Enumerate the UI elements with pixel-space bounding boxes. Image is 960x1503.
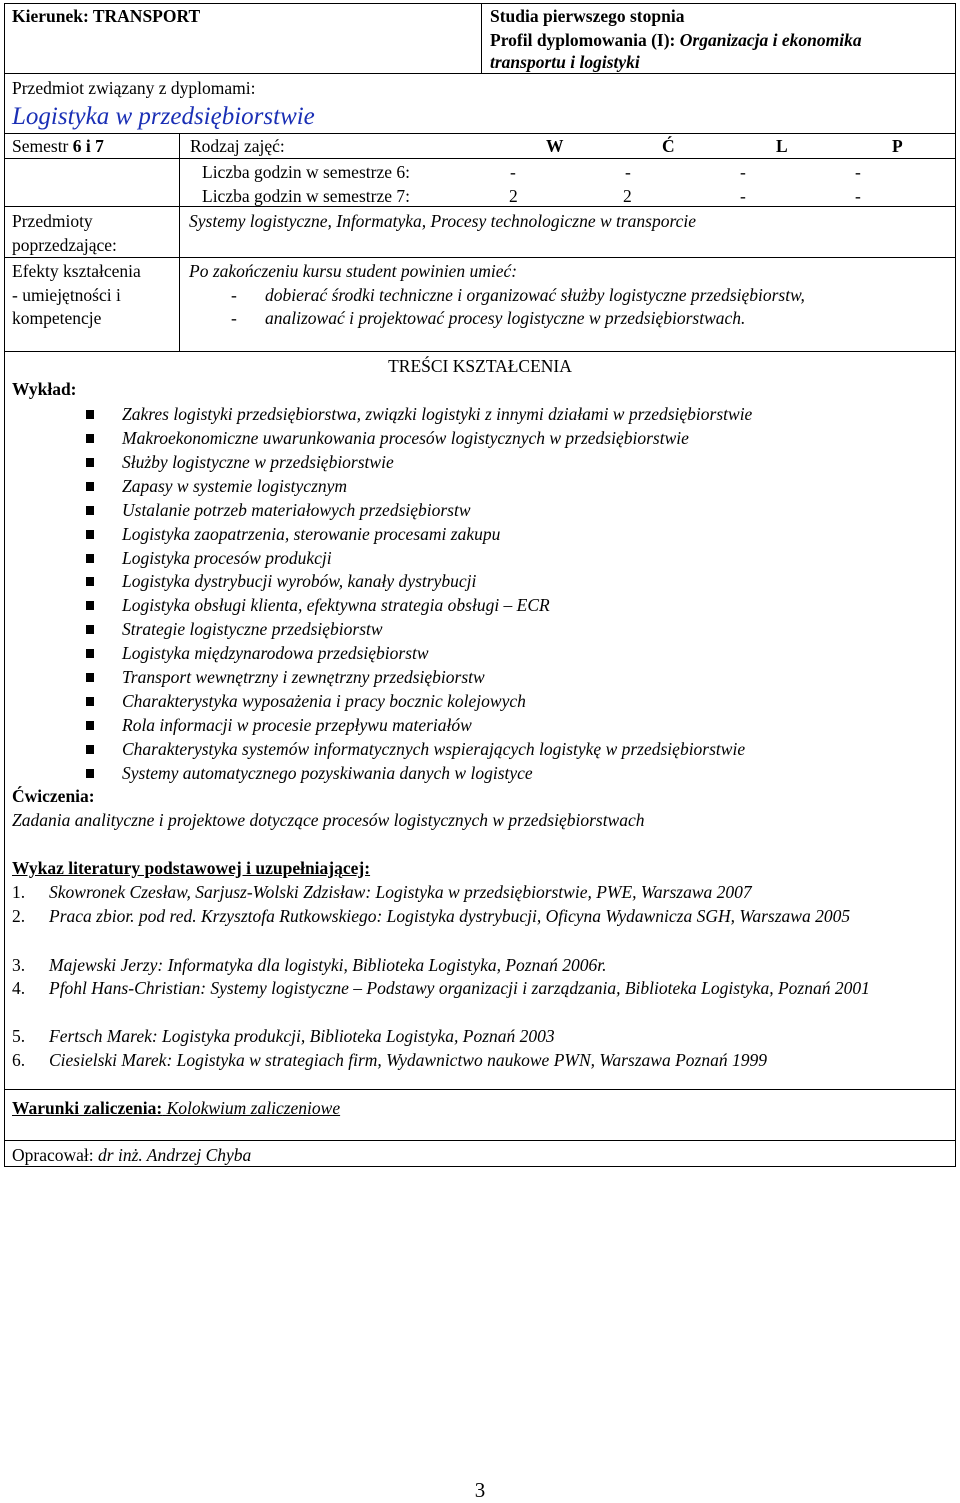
lecture-topic: Rola informacji w procesie przepływu materiałów — [122, 715, 472, 735]
square-bullet-icon — [86, 649, 94, 658]
outcome-dash: - — [231, 285, 237, 305]
square-bullet-icon — [86, 697, 94, 706]
author-line — [12, 1144, 251, 1166]
profile-label: Profil dyplomowania (I): — [490, 30, 680, 50]
literature-text: Ciesielski Marek: Logistyka w strategiach firm, Wydawnictwo naukowe PWN, Warszawa Poznań 1999 — [49, 1050, 767, 1070]
lecture-topic: Zakres logistyki przedsiębiorstwa, związki logistyki z innymi działami w przedsiębiorstwie — [122, 404, 753, 424]
exercises-label: Ćwiczenia: — [12, 786, 95, 806]
prereq-label-1: Przedmioty — [12, 211, 93, 231]
divider — [4, 73, 956, 74]
lecture-topic: Makroekonomiczne uwarunkowania procesów logistycznych w przedsiębiorstwie — [122, 428, 689, 448]
divider — [4, 133, 956, 134]
subject-title: Logistyka w przedsiębiorstwie — [12, 103, 315, 130]
page-number: 3 — [474, 1478, 486, 1502]
outcomes-label-2: - umiejętności i — [12, 285, 121, 305]
literature-heading: Wykaz literatury podstawowej i uzupełniającej: — [12, 858, 371, 878]
lecture-topic: Systemy automatycznego pozyskiwania danych w logistyce — [122, 763, 533, 783]
passing-value: Kolokwium zaliczeniowe — [162, 1098, 341, 1118]
literature-item — [12, 976, 944, 1000]
square-bullet-icon — [86, 673, 94, 682]
hours-sem6-w: - — [510, 162, 516, 182]
passing-line — [12, 1097, 340, 1119]
col-header-c: Ć — [662, 136, 675, 156]
literature-number: 1. — [12, 882, 26, 902]
literature-item — [12, 953, 944, 977]
square-bullet-icon — [86, 434, 94, 443]
literature-text: Fertsch Marek: Logistyka produkcji, Biblioteka Logistyka, Poznań 2003 — [49, 1026, 555, 1046]
hours-sem6-p: - — [855, 162, 861, 182]
square-bullet-icon — [86, 554, 94, 563]
literature-number: 6. — [12, 1050, 26, 1070]
col-header-w: W — [546, 136, 564, 156]
literature-number: 5. — [12, 1026, 26, 1046]
lecture-topic: Charakterystyka wyposażenia i pracy bocznic kolejowych — [122, 691, 526, 711]
literature-item — [12, 880, 944, 904]
lecture-topic: Ustalanie potrzeb materiałowych przedsiębiorstw — [122, 500, 471, 520]
square-bullet-icon — [86, 506, 94, 515]
field-of-study: Kierunek: TRANSPORT — [12, 6, 201, 26]
lecture-topic: Transport wewnętrzny i zewnętrzny przedsiębiorstw — [122, 667, 485, 687]
outcomes-intro: Po zakończeniu kursu student powinien umieć: — [189, 261, 518, 281]
outcome-item: analizować i projektować procesy logistyczne w przedsiębiorstwach. — [265, 308, 746, 328]
passing-label: Warunki zaliczenia: — [12, 1098, 163, 1118]
lecture-topic: Zapasy w systemie logistycznym — [122, 476, 348, 496]
square-bullet-icon — [86, 745, 94, 754]
lecture-topic: Logistyka procesów produkcji — [122, 548, 332, 568]
hours-sem7-w: 2 — [509, 186, 518, 206]
outcomes-label-1: Efekty kształcenia — [12, 261, 141, 281]
hours-sem6-c: - — [625, 162, 631, 182]
outcome-item: dobierać środki techniczne i organizować służby logistyczne przedsiębiorstw, — [265, 285, 805, 305]
col-header-l: L — [776, 136, 788, 156]
square-bullet-icon — [86, 410, 94, 419]
lecture-label: Wykład: — [12, 379, 77, 399]
square-bullet-icon — [86, 530, 94, 539]
hours-sem7-c: 2 — [623, 186, 632, 206]
prereq-label-2: poprzedzające: — [12, 235, 117, 255]
study-level: Studia pierwszego stopnia — [490, 6, 685, 26]
semester-value: 6 i 7 — [72, 136, 104, 156]
subject-label: Przedmiot związany z dyplomami: — [12, 78, 256, 98]
lecture-topic: Logistyka obsługi klienta, efektywna strategia obsługi – ECR — [122, 595, 550, 615]
literature-number: 4. — [12, 978, 26, 998]
square-bullet-icon — [86, 482, 94, 491]
outcomes-label-3: kompetencje — [12, 308, 102, 328]
literature-item — [12, 1048, 944, 1072]
profile-value-cont: transportu i logistyki — [490, 52, 640, 72]
author-name: dr inż. Andrzej Chyba — [98, 1145, 252, 1165]
lecture-topic: Służby logistyczne w przedsiębiorstwie — [122, 452, 394, 472]
divider — [4, 257, 956, 258]
profile-value: Organizacja i ekonomika — [679, 30, 862, 50]
square-bullet-icon — [86, 721, 94, 730]
semester-line — [12, 135, 104, 157]
header-divider — [481, 3, 482, 73]
divider — [4, 1140, 956, 1141]
literature-item — [12, 904, 944, 928]
literature-text: Majewski Jerzy: Informatyka dla logistyki, Biblioteka Logistyka, Poznań 2006r. — [49, 955, 607, 975]
divider — [4, 351, 956, 352]
literature-text: Praca zbior. pod red. Krzysztofa Rutkowskiego: Logistyka dystrybucji, Oficyna Wydawnicza SGH, Warszawa 2005 — [49, 906, 851, 926]
square-bullet-icon — [86, 625, 94, 634]
lecture-topic: Charakterystyka systemów informatycznych wspierających logistykę w przedsiębiorstwie — [122, 739, 746, 759]
hours-sem7-p: - — [855, 186, 861, 206]
left-column-divider — [179, 133, 180, 352]
lecture-topic: Logistyka dystrybucji wyrobów, kanały dystrybucji — [122, 571, 477, 591]
divider — [4, 206, 956, 207]
class-type-label: Rodzaj zajęć: — [190, 136, 285, 156]
square-bullet-icon — [86, 601, 94, 610]
col-header-p: P — [892, 136, 903, 156]
lecture-topic: Strategie logistyczne przedsiębiorstw — [122, 619, 383, 639]
content-heading: TREŚCI KSZTAŁCENIA — [388, 356, 572, 376]
lecture-topic: Logistyka zaopatrzenia, sterowanie procesami zakupu — [122, 524, 501, 544]
square-bullet-icon — [86, 458, 94, 467]
literature-text: Skowronek Czesław, Sarjusz-Wolski Zdzisław: Logistyka w przedsiębiorstwie, PWE, Warszawa 2007 — [49, 882, 752, 902]
prereq-value: Systemy logistyczne, Informatyka, Procesy technologiczne w transporcie — [189, 211, 697, 231]
hours-sem6-l: - — [740, 162, 746, 182]
lecture-topic: Logistyka międzynarodowa przedsiębiorstw — [122, 643, 429, 663]
outcome-dash: - — [231, 308, 237, 328]
semester-label: Semestr — [12, 136, 73, 156]
literature-text: Pfohl Hans-Christian: Systemy logistyczne – Podstawy organizacji i zarządzania, Biblioteka Logistyka, Poznań 2001 — [49, 978, 870, 998]
profile-line — [490, 29, 862, 51]
hours-sem6-label: Liczba godzin w semestrze 6: — [202, 162, 410, 182]
author-label: Opracował: — [12, 1145, 99, 1165]
divider — [4, 1089, 956, 1090]
literature-number: 2. — [12, 906, 26, 926]
exercises-text: Zadania analityczne i projektowe dotyczące procesów logistycznych w przedsiębiorstwach — [12, 810, 645, 830]
literature-number: 3. — [12, 955, 26, 975]
divider — [4, 158, 956, 159]
hours-sem7-l: - — [740, 186, 746, 206]
square-bullet-icon — [86, 769, 94, 778]
square-bullet-icon — [86, 577, 94, 586]
hours-sem7-label: Liczba godzin w semestrze 7: — [202, 186, 410, 206]
literature-item — [12, 1024, 944, 1048]
